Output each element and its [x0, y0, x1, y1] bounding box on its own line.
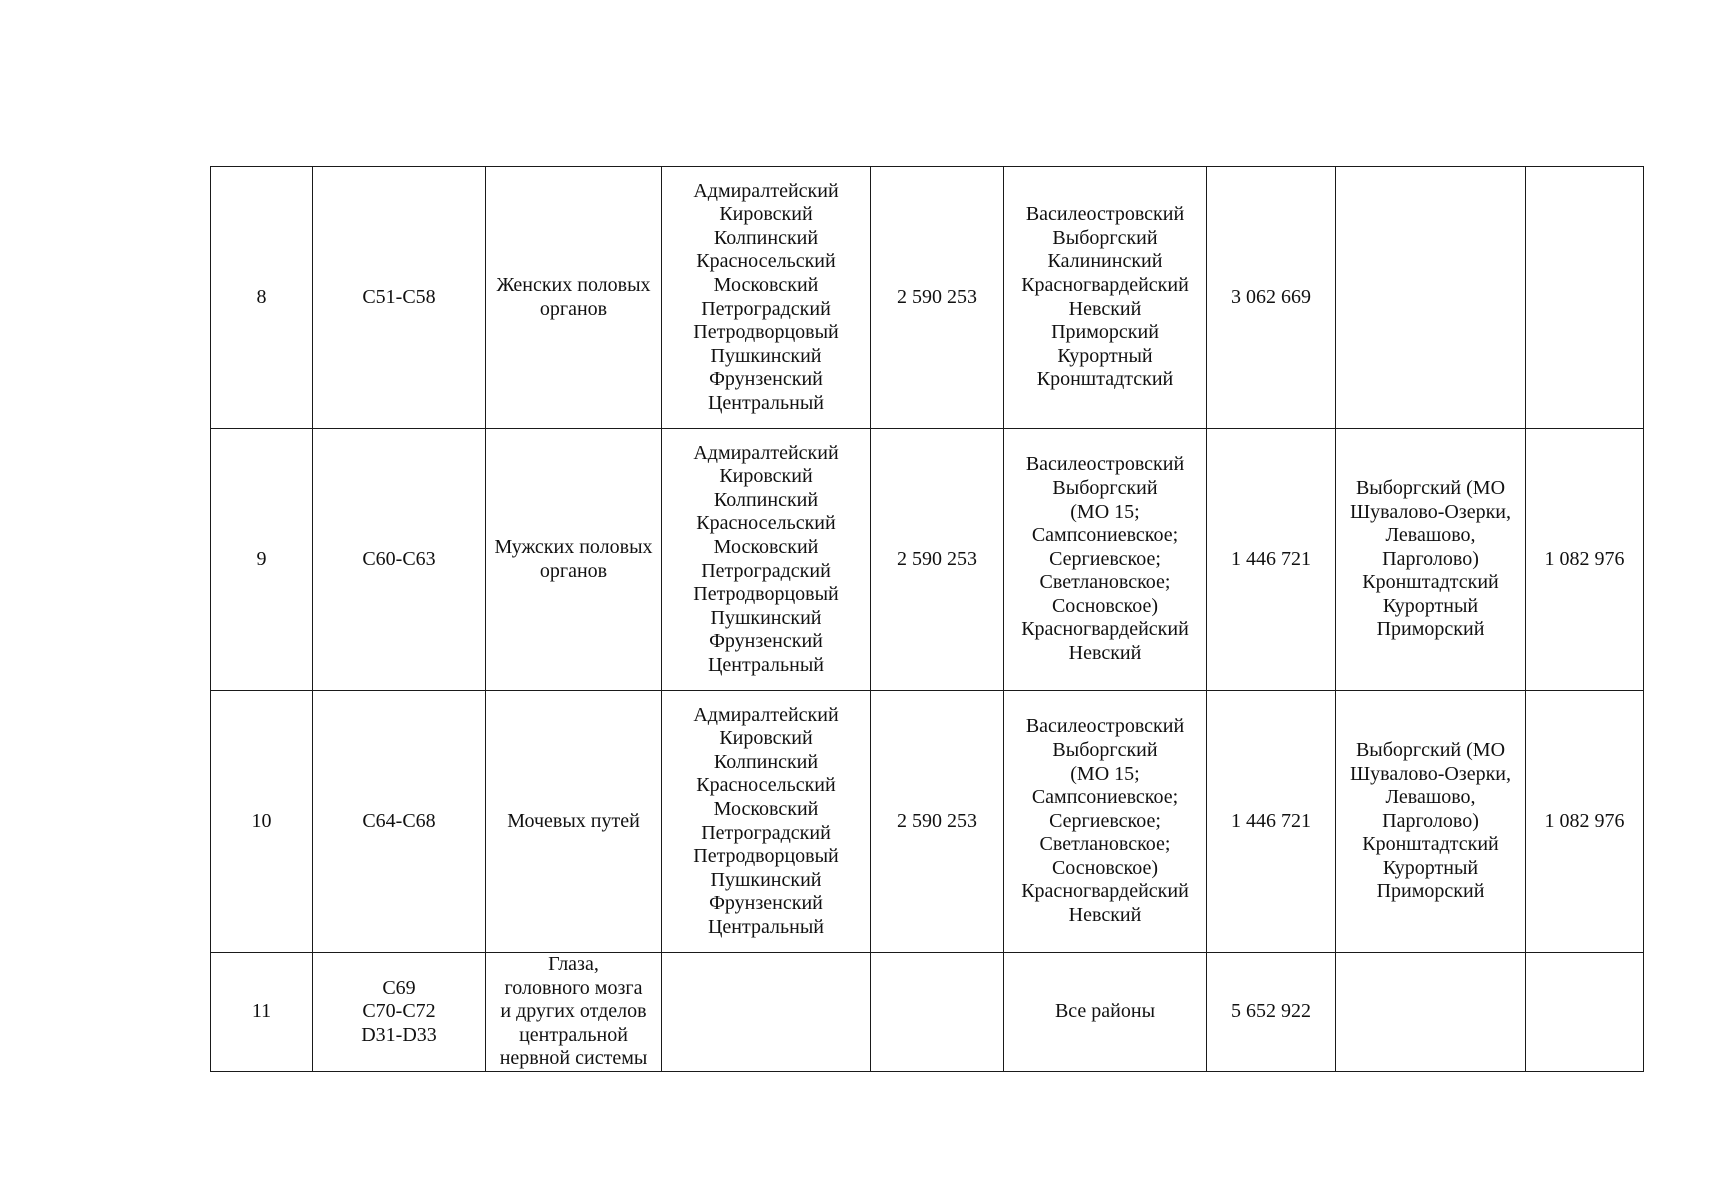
districts-group-a-line: Петродворцовый [693, 321, 839, 344]
districts-group-a-line: Фрунзенский [709, 630, 823, 653]
districts-group-b-line: Сергиевское; [1049, 809, 1161, 832]
districts-group-b-line: Василеостровский [1025, 715, 1185, 738]
districts-group-a-line: Центральный [707, 653, 824, 676]
population-group-c-cell: 1 082 976 [1526, 429, 1644, 691]
localization-line: нервной системы [499, 1047, 648, 1070]
localization-cell [486, 167, 662, 429]
districts-group-a-line: Адмиралтейский [693, 441, 839, 464]
districts-group-a-line: Адмиралтейский [693, 703, 839, 726]
districts-group-a-line: Петродворцовый [693, 583, 839, 606]
districts-group-b-line: Невский [1068, 297, 1142, 320]
districts-group-c-line: Шувалово-Озерки, [1350, 762, 1511, 785]
districts-group-b-line: Сампсониевское; [1031, 524, 1179, 547]
districts-group-a-line: Адмиралтейский [693, 179, 839, 202]
districts-group-c-line: Кронштадтский [1362, 571, 1499, 594]
districts-group-b-line: Светлановское; [1039, 833, 1171, 856]
districts-group-c-line: Левашово, [1385, 524, 1476, 547]
districts-group-b-line: Курортный [1057, 344, 1153, 367]
districts-group-b-line: Невский [1068, 642, 1142, 665]
districts-group-b-cell [1004, 167, 1207, 429]
icd-codes-cell [313, 429, 486, 691]
districts-group-b-cell [1004, 953, 1207, 1072]
districts-group-b-line: Светлановское; [1039, 571, 1171, 594]
districts-group-b-line: Выборгский [1052, 738, 1158, 761]
districts-group-c-line: Курортный [1382, 594, 1479, 617]
districts-group-b-cell [1004, 429, 1207, 691]
population-group-a-cell [871, 953, 1004, 1072]
icd-codes-line: C69 [382, 976, 416, 999]
districts-group-b-line: Калининский [1047, 250, 1163, 273]
table-row [211, 953, 1644, 1072]
districts-group-a-line: Пушкинский [710, 344, 822, 367]
localization-line: Женских половых [496, 273, 651, 296]
localization-line: Мочевых путей [507, 809, 640, 832]
districts-group-a-line: Пушкинский [710, 868, 822, 891]
row-number-cell: 10 [211, 691, 313, 953]
icd-codes-line: C60-C63 [362, 547, 436, 570]
localization-cell [486, 429, 662, 691]
localization-line: головного мозга [504, 976, 643, 999]
districts-group-c-line: Приморский [1376, 880, 1485, 903]
districts-group-b-line: Красногвардейский [1021, 618, 1189, 641]
districts-group-b-line: Сампсониевское; [1031, 786, 1179, 809]
districts-group-a-line: Московский [713, 273, 819, 296]
districts-group-b-line: (МО 15; [1070, 500, 1140, 523]
districts-group-c-line: Приморский [1376, 618, 1485, 641]
districts-group-a-line: Колпинский [713, 488, 819, 511]
districts-group-c-line: Кронштадтский [1362, 833, 1499, 856]
districts-group-c-cell [1336, 953, 1526, 1072]
districts-group-c-cell [1336, 691, 1526, 953]
population-group-b-cell: 1 446 721 [1207, 691, 1336, 953]
districts-group-c-cell [1336, 167, 1526, 429]
localization-cell [486, 691, 662, 953]
districts-group-a-line: Кировский [719, 203, 813, 226]
districts-group-b-line: Сосновское) [1051, 594, 1159, 617]
localization-line: органов [539, 297, 608, 320]
districts-group-a-line: Кировский [719, 727, 813, 750]
districts-group-a-line: Красносельский [696, 250, 836, 273]
districts-group-c-line: Выборгский (МО [1355, 738, 1506, 761]
districts-group-c-line: Парголово) [1382, 547, 1479, 570]
districts-group-b-line: Красногвардейский [1021, 880, 1189, 903]
icd-codes-cell [313, 953, 486, 1072]
localization-line: Мужских половых [494, 535, 653, 558]
table-row [211, 691, 1644, 953]
icd-codes-line: C51-C58 [362, 285, 436, 308]
districts-group-b-line: Выборгский [1052, 226, 1158, 249]
districts-group-b-line: Приморский [1051, 321, 1159, 344]
districts-group-a-line: Красносельский [696, 512, 836, 535]
districts-group-a-line: Фрунзенский [709, 368, 823, 391]
population-group-b-cell: 5 652 922 [1207, 953, 1336, 1072]
districts-group-b-line: Василеостровский [1025, 453, 1185, 476]
districts-group-c-line: Шувалово-Озерки, [1350, 500, 1511, 523]
districts-group-b-line: Сергиевское; [1049, 547, 1161, 570]
districts-group-b-line: Кронштадтский [1036, 368, 1174, 391]
icd-codes-cell [313, 691, 486, 953]
districts-group-a-line: Колпинский [713, 226, 819, 249]
localization-line: органов [539, 559, 608, 582]
districts-group-b-line: Выборгский [1052, 476, 1158, 499]
districts-group-c-line: Выборгский (МО [1355, 476, 1506, 499]
districts-group-a-line: Московский [713, 797, 819, 820]
districts-group-b-line: Василеостровский [1025, 203, 1185, 226]
districts-group-a-line: Колпинский [713, 750, 819, 773]
districts-group-a-line: Кировский [719, 465, 813, 488]
icd-codes-line: C70-C72 [362, 1000, 436, 1023]
districts-group-a-line: Фрунзенский [709, 892, 823, 915]
population-group-a-cell: 2 590 253 [871, 167, 1004, 429]
icd-codes-line: C64-C68 [362, 809, 436, 832]
districts-group-a-line: Пушкинский [710, 606, 822, 629]
cancer-localization-table [210, 166, 1644, 1072]
districts-group-a-cell [662, 953, 871, 1072]
population-group-a-cell: 2 590 253 [871, 691, 1004, 953]
districts-group-b-line: Все районы [1054, 1000, 1156, 1023]
population-group-c-cell: 1 082 976 [1526, 691, 1644, 953]
districts-group-a-line: Красносельский [696, 774, 836, 797]
row-number-cell: 11 [211, 953, 313, 1072]
districts-group-c-line: Левашово, [1385, 786, 1476, 809]
districts-group-a-cell [662, 167, 871, 429]
localization-line: Глаза, [548, 953, 599, 975]
population-group-c-cell [1526, 953, 1644, 1072]
row-number-cell: 9 [211, 429, 313, 691]
districts-group-b-line: (МО 15; [1070, 762, 1140, 785]
population-group-a-cell: 2 590 253 [871, 429, 1004, 691]
districts-group-a-line: Центральный [707, 915, 824, 938]
districts-group-a-line: Петроградский [701, 297, 831, 320]
localization-line: центральной [519, 1023, 628, 1046]
population-group-b-cell: 1 446 721 [1207, 429, 1336, 691]
localization-line: и других отделов [500, 1000, 647, 1023]
population-group-b-cell: 3 062 669 [1207, 167, 1336, 429]
table-body [211, 167, 1644, 1072]
table-row [211, 429, 1644, 691]
districts-group-b-line: Сосновское) [1051, 856, 1159, 879]
icd-codes-line: D31-D33 [361, 1023, 437, 1046]
districts-group-c-line: Парголово) [1382, 809, 1479, 832]
row-number-cell: 8 [211, 167, 313, 429]
districts-group-a-line: Московский [713, 535, 819, 558]
population-group-c-cell [1526, 167, 1644, 429]
districts-group-b-cell [1004, 691, 1207, 953]
districts-group-b-line: Красногвардейский [1021, 273, 1189, 296]
districts-group-a-line: Петроградский [701, 821, 831, 844]
localization-cell [486, 953, 662, 1072]
districts-group-a-line: Петроградский [701, 559, 831, 582]
districts-group-b-line: Невский [1068, 904, 1142, 927]
districts-group-a-cell [662, 691, 871, 953]
districts-group-c-line: Курортный [1382, 856, 1479, 879]
table-row [211, 167, 1644, 429]
icd-codes-cell [313, 167, 486, 429]
districts-group-a-line: Центральный [707, 391, 824, 414]
districts-group-a-line: Петродворцовый [693, 845, 839, 868]
districts-group-a-cell [662, 429, 871, 691]
districts-group-c-cell [1336, 429, 1526, 691]
